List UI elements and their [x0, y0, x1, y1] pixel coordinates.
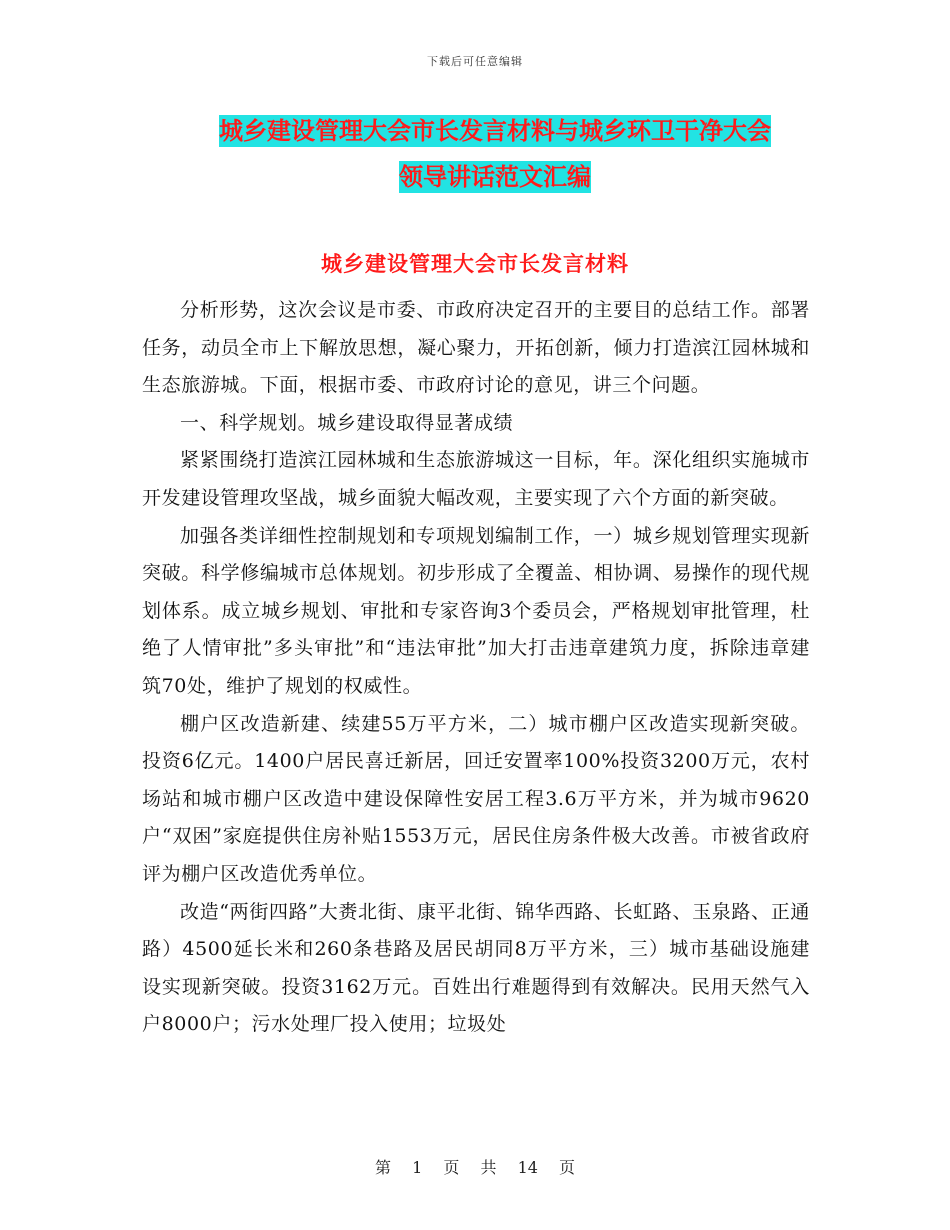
- paragraph: 分析形势，这次会议是市委、市政府决定召开的主要目的总结工作。部署任务，动员全市上下解放思想，凝心聚力，开拓创新，倾力打造滨江园林城和生态旅游城。下面，根据市委、市政府讨论的意见，讲三个问题。: [142, 299, 810, 397]
- document-title: [140, 108, 850, 200]
- paragraph: 棚户区改造新建、续建55万平方米，二）城市棚户区改造实现新突破。投资6亿元。1400户居民喜迁新居，回迁安置率100%投资3200万元，农村场站和城市棚户区改造中建设保障性安居工程3.6万平方米，并为城市9620户“双困”家庭提供住房补贴1553万元，居民住房条件极大改善。市被省政府评为棚户区改造优秀单位。: [142, 712, 810, 885]
- footer-prefix: 第: [374, 1158, 391, 1177]
- paragraph: 改造“两街四路”大赉北街、康平北街、锦华西路、长虹路、玉泉路、正通路）4500延长米和260条巷路及居民胡同8万平方米，三）城市基础设施建设实现新突破。投资3162万元。百姓出行难题得到有效解决。民用天然气入户8000户；污水处理厂投入使用；垃圾处: [142, 900, 810, 1036]
- title-line-1: 城乡建设管理大会市长发言材料与城乡环卫干净大会: [219, 117, 771, 145]
- page-total: 14: [517, 1158, 538, 1177]
- paragraph: 紧紧围绕打造滨江园林城和生态旅游城这一目标，年。深化组织实施城市开发建设管理攻坚战，城乡面貌大幅改观，主要实现了六个方面的新突破。: [142, 449, 810, 509]
- paragraph: 加强各类详细性控制规划和专项规划编制工作，一）城乡规划管理实现新突破。科学修编城市总体规划。初步形成了全覆盖、相协调、易操作的现代规划体系。成立城乡规划、审批和专家咨询3个委员会，严格规划审批管理，杜绝了人情审批”多头审批”和“违法审批”加大打击违章建筑力度，拆除违章建筑70处，维护了规划的权威性。: [142, 524, 810, 697]
- header-note: 下载后可任意编辑: [427, 55, 523, 68]
- paragraph: 一、科学规划。城乡建设取得显著成绩: [180, 411, 514, 434]
- footer-suffix: 页: [559, 1158, 576, 1177]
- page-number: 1: [412, 1158, 423, 1177]
- title-line-2: 领导讲话范文汇编: [399, 163, 591, 191]
- section-title: 城乡建设管理大会市长发言材料: [321, 252, 629, 276]
- body-text: [142, 292, 810, 1044]
- page-footer: [0, 1155, 950, 1178]
- footer-total-word: 共: [480, 1158, 497, 1177]
- footer-page-word: 页: [443, 1158, 460, 1177]
